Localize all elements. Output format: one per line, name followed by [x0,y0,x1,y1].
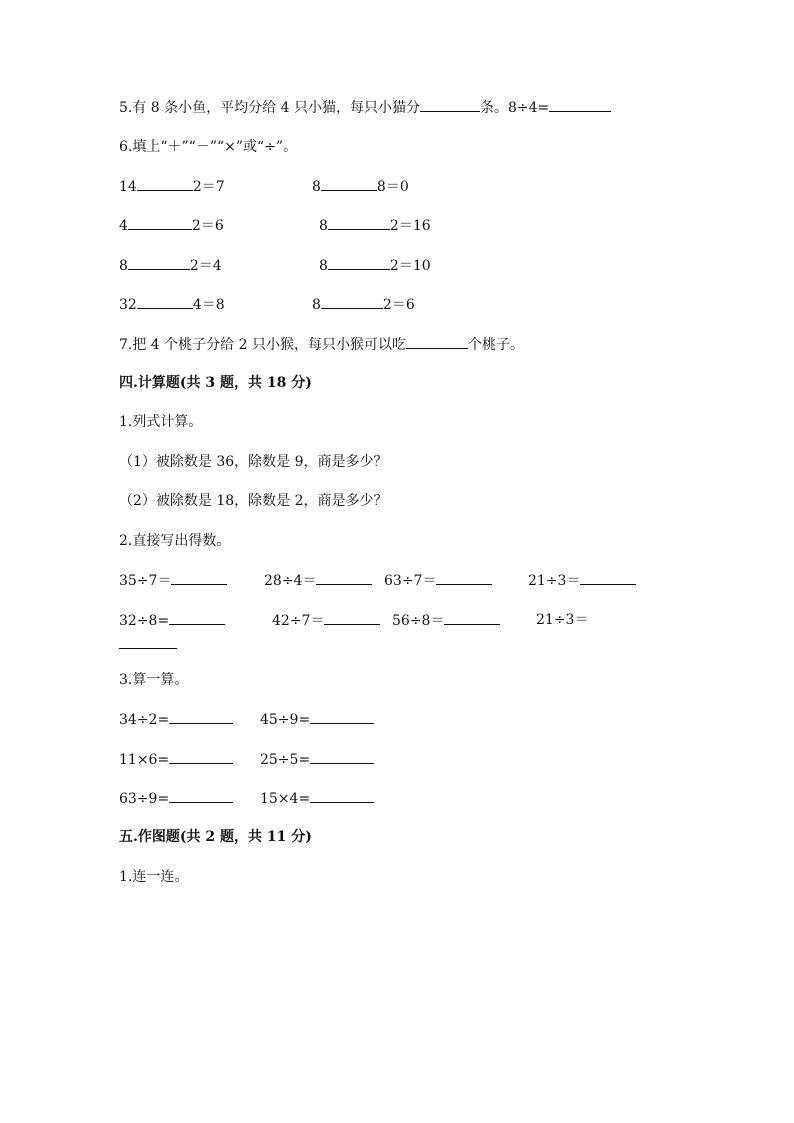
q3-r2-c1-blank[interactable] [169,749,233,764]
q6-row3-left [119,255,222,276]
q2-r2-c1 [119,610,225,631]
q2-r2-c3-blank[interactable] [444,610,500,625]
q2-r1-c4-blank[interactable] [580,570,636,585]
q2-r2-c4 [536,610,588,630]
q6-r1l-b: 2＝7 [192,179,225,195]
q6-r4l-blank[interactable] [137,294,193,309]
q6-r3r-b: 2＝10 [389,258,431,274]
q6-r2l-a: 4 [119,218,128,234]
q3-r2-c1-expr: 11×6= [119,752,170,768]
q2-r2-c4-blank[interactable] [119,634,177,649]
q2-r2-c1-expr: 32÷8= [119,613,170,629]
q2-r1-c1 [119,570,227,591]
q7-text-a: 7.把 4 个桃子分给 2 只小猴，每只小猴可以吃 [119,337,406,353]
q5-text-a: 5.有 8 条小鱼，平均分给 4 只小猫，每只小猫分 [119,100,420,116]
sec5-q1-title: 1.连一连。 [119,869,189,885]
q6-r1r-a: 8 [312,179,321,195]
q3-r2-c2-blank[interactable] [310,749,374,764]
q2-r1-c3-blank[interactable] [436,570,492,585]
q2-r2-c1-blank[interactable] [169,610,225,625]
q2-r2-c2-expr: 42÷7＝ [272,613,325,629]
q3-r1-c1-expr: 34÷2= [119,712,170,728]
q6-r2l-b: 2＝6 [191,218,224,234]
q2-r1-c1-blank[interactable] [171,570,227,585]
q2-r2-c2-blank[interactable] [324,610,380,625]
q6-r4l-a: 32 [119,297,137,313]
section-4-heading: 四.计算题(共 3 题，共 18 分) [119,375,312,391]
sec4-q1-item-2: （2）被除数是 18，除数是 2，商是多少？ [119,493,388,509]
q3-r1-c1-blank[interactable] [169,709,233,724]
q6-row2-right [319,215,431,236]
q6-r3l-b: 2＝4 [189,258,222,274]
q2-r2-c4-blank-wrap [119,634,177,655]
q3-r1-c2 [260,709,374,730]
q3-r2-c2-expr: 25÷5= [260,752,311,768]
q3-r3-c2-expr: 15×4= [260,791,311,807]
q6-row2-left [119,215,224,236]
q6-r2r-a: 8 [319,218,328,234]
q6-r1r-blank[interactable] [321,176,377,191]
sec4-q2-title: 2.直接写出得数。 [119,533,231,549]
q7-answer-blank[interactable] [406,334,468,349]
q3-r3-c2-blank[interactable] [310,788,374,803]
q6-r3r-blank[interactable] [328,255,390,270]
q6-r1r-b: 8＝0 [376,179,409,195]
q3-r1-c1 [119,709,233,730]
q6-r1l-blank[interactable] [137,176,193,191]
question-5 [119,97,611,118]
q2-r1-c3 [384,570,492,591]
q3-r1-c2-blank[interactable] [310,709,374,724]
q3-r2-c1 [119,749,233,770]
q6-r4r-blank[interactable] [321,294,383,309]
q7-text-b: 个桃子。 [467,337,524,353]
q3-r2-c2 [260,749,374,770]
q6-r2r-blank[interactable] [328,215,390,230]
q3-r3-c1-blank[interactable] [169,788,233,803]
q6-r3l-a: 8 [119,258,128,274]
sec4-q1-item-1: （1）被除数是 36，除数是 9，商是多少？ [119,454,388,470]
q2-r1-c4 [528,570,636,591]
q5-answer-blank-2[interactable] [549,97,611,112]
q2-r1-c2 [264,570,372,591]
q6-r4l-b: 4＝8 [192,297,225,313]
q6-r1l-a: 14 [119,179,137,195]
q2-r2-c3 [392,610,500,631]
q6-r2r-b: 2＝16 [389,218,431,234]
q5-answer-blank-1[interactable] [420,97,480,112]
q3-r1-c2-expr: 45÷9= [260,712,311,728]
q6-row3-right [319,255,431,276]
question-7 [119,334,524,355]
q6-r4r-b: 2＝6 [382,297,415,313]
q2-r1-c2-blank[interactable] [316,570,372,585]
q3-r3-c1-expr: 63÷9= [119,791,170,807]
q2-r2-c4-expr: 21÷3＝ [536,612,589,628]
q6-row1-right [312,176,409,197]
q6-row4-right [312,294,415,315]
q3-r3-c2 [260,788,374,809]
q2-r2-c3-expr: 56÷8＝ [392,613,445,629]
q6-r3l-blank[interactable] [128,255,190,270]
q6-r3r-a: 8 [319,258,328,274]
q6-row1-left [119,176,225,197]
sec4-q1-title: 1.列式计算。 [119,414,203,430]
q2-r1-c3-expr: 63÷7＝ [384,573,437,589]
q3-r3-c1 [119,788,233,809]
section-5-heading: 五.作图题(共 2 题，共 11 分) [119,829,312,845]
q6-r4r-a: 8 [312,297,321,313]
q2-r1-c4-expr: 21÷3＝ [528,573,581,589]
q6-row4-left [119,294,225,315]
q6-title: 6.填上“＋”“－”“×”或“÷”。 [119,139,298,155]
q6-r2l-blank[interactable] [128,215,192,230]
sec4-q3-title: 3.算一算。 [119,672,189,688]
q2-r2-c2 [272,610,380,631]
q2-r1-c2-expr: 28÷4＝ [264,573,317,589]
q5-text-b: 条。8÷4= [479,100,550,116]
q2-r1-c1-expr: 35÷7＝ [119,573,172,589]
